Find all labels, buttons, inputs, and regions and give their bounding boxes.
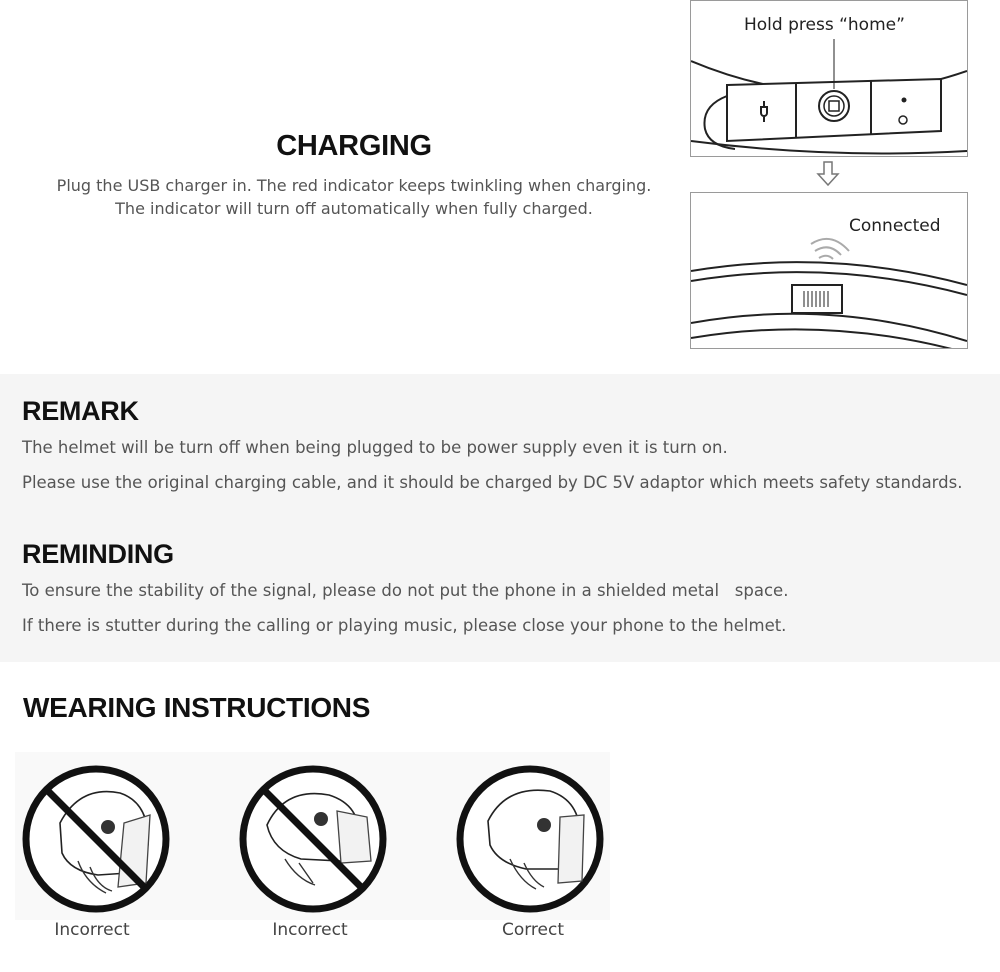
caption-correct: Correct xyxy=(501,920,565,940)
correct-wearing-illustration xyxy=(454,763,606,915)
reminding-line-1: To ensure the stability of the signal, please do not put the phone in a shielded metal space. xyxy=(22,581,789,600)
remark-line-2: Please use the original charging cable, and it should be charged by DC 5V adaptor which meets safety standards. xyxy=(22,473,963,492)
incorrect-wearing-1-illustration xyxy=(20,763,172,915)
connected-label: Connected xyxy=(849,216,941,236)
charging-text-line-1: Plug the USB charger in. The red indicator keeps twinkling when charging. xyxy=(56,176,652,195)
incorrect-wearing-2-illustration xyxy=(237,763,389,915)
down-arrow-icon xyxy=(815,160,841,188)
reminding-title: REMINDING xyxy=(22,539,174,569)
remark-line-1: The helmet will be turn off when being plugged to be power supply even it is turn on. xyxy=(22,438,728,457)
charging-title: CHARGING xyxy=(276,130,432,162)
wearing-instructions-title: WEARING INSTRUCTIONS xyxy=(23,692,371,723)
caption-incorrect-2: Incorrect xyxy=(272,920,348,940)
charging-text-line-2: The indicator will turn off automatically when fully charged. xyxy=(115,199,593,218)
caption-incorrect-1: Incorrect xyxy=(54,920,130,940)
reminding-line-2: If there is stutter during the calling or playing music, please close your phone to the helmet. xyxy=(22,616,787,635)
remark-title: REMARK xyxy=(22,396,139,426)
home-button-illustration xyxy=(690,0,968,157)
hold-home-label: Hold press “home” xyxy=(744,15,905,35)
connected-illustration xyxy=(690,192,968,349)
